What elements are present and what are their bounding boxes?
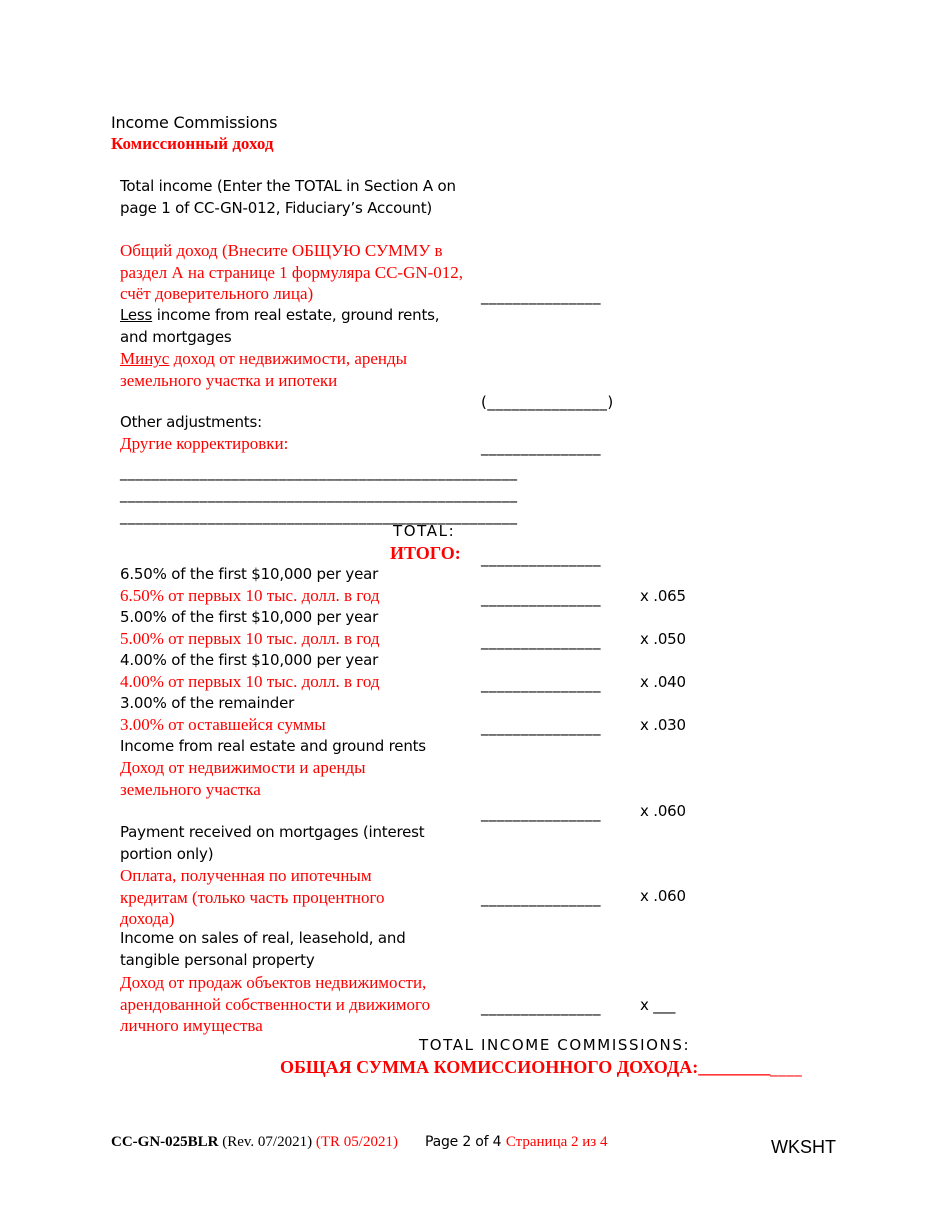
- rate-multiplier: x .040: [640, 673, 686, 691]
- total-field[interactable]: _______________: [481, 549, 601, 567]
- grand-total-field-tail[interactable]: ____: [770, 1059, 803, 1077]
- real-estate-label: Income from real estate and ground rents: [120, 737, 426, 755]
- rate-field[interactable]: _______________: [481, 718, 601, 736]
- rate-label-ru: 6.50% от первых 10 тыс. долл. в год: [120, 586, 380, 605]
- rate-multiplier: x .030: [640, 716, 686, 734]
- mortgages-multiplier: x .060: [640, 887, 686, 905]
- mortgages-label-ru: Оплата, полученная по ипотечным кредитам (только часть процентного дохода): [120, 866, 385, 928]
- section-title-ru: Комиссионный доход: [111, 134, 274, 153]
- rate-label: 6.50% of the first $10,000 per year: [120, 565, 379, 583]
- sales-label-ru: Доход от продаж объектов недвижимости, арендованной собственности и движимого личного имущества: [120, 973, 431, 1035]
- adjustment-line-2[interactable]: __________________________________________________: [120, 485, 518, 503]
- total-label: TOTAL:: [393, 522, 456, 540]
- rate-label: 5.00% of the first $10,000 per year: [120, 608, 379, 626]
- less-emphasis: Less: [120, 306, 153, 324]
- other-adjustments-label-ru: Другие корректировки:: [120, 434, 289, 453]
- adjustment-line-3[interactable]: __________________________________________________: [120, 507, 518, 525]
- rate-label: 4.00% of the first $10,000 per year: [120, 651, 379, 669]
- rate-field[interactable]: _______________: [481, 589, 601, 607]
- rate-multiplier: x .050: [640, 630, 686, 648]
- footer-form-info: [111, 1132, 398, 1154]
- sales-multiplier: x ___: [640, 996, 676, 1014]
- rate-label-ru: 5.00% от первых 10 тыс. долл. в год: [120, 629, 380, 648]
- adjustment-line-1[interactable]: __________________________________________________: [120, 463, 518, 481]
- real-estate-multiplier: x .060: [640, 802, 686, 820]
- total-income-label: Total income (Enter the TOTAL in Section A on page 1 of CC-GN-012, Fiduciary’s Account): [120, 177, 456, 217]
- sales-label: Income on sales of real, leasehold, and tangible personal property: [120, 929, 406, 969]
- other-adjustments-field[interactable]: _______________: [481, 438, 601, 456]
- less-income-field[interactable]: (_______________): [481, 393, 614, 411]
- revision: (Rev. 07/2021): [222, 1134, 313, 1150]
- real-estate-label-ru: Доход от недвижимости и аренды земельного участка: [120, 758, 366, 799]
- mortgages-field[interactable]: _______________: [481, 889, 601, 907]
- grand-total-field[interactable]: ________: [698, 1057, 771, 1077]
- rate-label-ru: 4.00% от первых 10 тыс. долл. в год: [120, 672, 380, 691]
- total-income-label-ru: Общий доход (Внесите ОБЩУЮ СУММУ в раздел А на странице 1 формуляра CC-GN-012, счёт доверительного лица): [120, 241, 464, 303]
- grand-total-label: TOTAL INCOME COMMISSIONS:: [419, 1036, 691, 1054]
- rate-multiplier: x .065: [640, 587, 686, 605]
- sales-field[interactable]: _______________: [481, 998, 601, 1016]
- form-id: CC-GN-025BLR: [111, 1134, 219, 1150]
- worksheet-code: WKSHT: [771, 1137, 836, 1157]
- total-income-field[interactable]: _______________: [481, 287, 601, 305]
- grand-total-label-ru: ОБЩАЯ СУММА КОМИССИОННОГО ДОХОДА:____________: [280, 1057, 803, 1077]
- rate-label: 3.00% of the remainder: [120, 694, 295, 712]
- mortgages-label: Payment received on mortgages (interest portion only): [120, 823, 425, 863]
- real-estate-field[interactable]: _______________: [481, 804, 601, 822]
- rate-field[interactable]: _______________: [481, 632, 601, 650]
- less-income-label: Less income from real estate, ground rents, and mortgages: [120, 306, 440, 346]
- section-title: Income Commissions: [111, 113, 278, 132]
- less-emphasis-ru: Минус: [120, 349, 170, 368]
- page-number: Page 2 of 4 Страница 2 из 4: [425, 1134, 608, 1150]
- translation-rev: (TR 05/2021): [315, 1134, 398, 1150]
- page-number-ru: Страница 2 из 4: [505, 1134, 608, 1150]
- rate-field[interactable]: _______________: [481, 675, 601, 693]
- total-label-ru: ИТОГО:: [390, 543, 461, 563]
- rate-label-ru: 3.00% от оставшейся суммы: [120, 715, 326, 734]
- other-adjustments-label: Other adjustments:: [120, 413, 262, 431]
- less-income-label-ru: Минус доход от недвижимости, аренды земельного участка и ипотеки: [120, 349, 408, 390]
